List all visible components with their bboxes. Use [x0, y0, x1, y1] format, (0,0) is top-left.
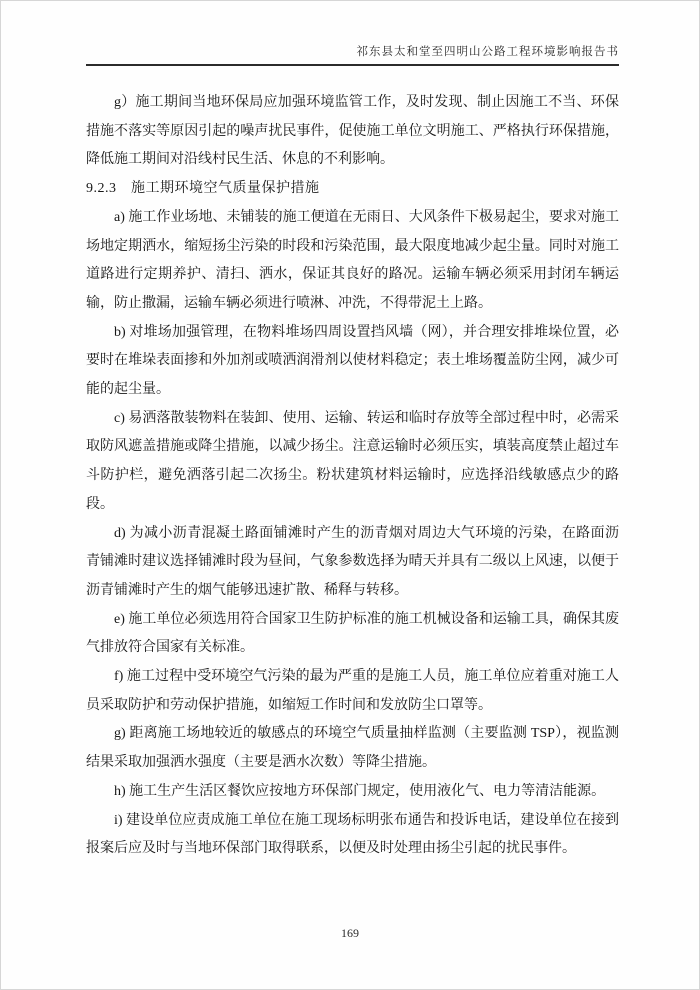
page-header-title: 祁东县太和堂至四明山公路工程环境影响报告书 [86, 43, 619, 66]
body-paragraph: h) 施工生产生活区餐饮应按地方环保部门规定，使用液化气、电力等清洁能源。 [114, 783, 606, 799]
body-paragraph: g）施工期间当地环保局应加强环境监管工作，及时发现、制止因施工不当、环保措施不落实等原因引起的噪声扰民事件，促使施工单位文明施工、严格执行环保措施，降低施工期间对沿线村民生活、休息的不利影响。 [86, 95, 619, 168]
body-paragraph: g) 距离施工场地较近的敏感点的环境空气质量抽样监测（主要监测 TSP），视监测结果采取加强洒水强度（主要是洒水次数）等降尘措施。 [86, 726, 619, 771]
page-number: 169 [341, 926, 359, 940]
body-paragraph: b) 对堆场加强管理，在物料堆场四周设置挡风墙（网），并合理安排堆垛位置，必要时在堆垛表面掺和外加剂或喷洒润滑剂以使材料稳定；表土堆场覆盖防尘网，减少可能的起尘量。 [86, 324, 619, 398]
body-paragraph: c) 易洒落散装物料在装卸、使用、运输、转运和临时存放等全部过程中时，必需采取防风遮盖措施或降尘措施，以减少扬尘。注意运输时必须压实，填装高度禁止超过车斗防护栏，避免洒落引起二次扬尘。粉状建筑材料运输时，应选择沿线敏感点少的路段。 [86, 410, 619, 512]
body-paragraph: a) 施工作业场地、未铺装的施工便道在无雨日、大风条件下极易起尘，要求对施工场地定期洒水，缩短扬尘污染的时段和污染范围，最大限度地减少起尘量。同时对施工道路进行定期养护、清扫、洒水，保证其良好的路况。运输车辆必须采用封闭车辆运输，防止撒漏，运输车辆必须进行喷淋、冲洗，不得带泥土上路。 [86, 209, 619, 311]
body-paragraph: e) 施工单位必须选用符合国家卫生防护标准的施工机械设备和运输工具，确保其废气排放符合国家有关标准。 [86, 611, 619, 656]
body-paragraph: i) 建设单位应责成施工单位在施工现场标明张布通告和投诉电话，建设单位在接到报案后应及时与当地环保部门取得联系，以便及时处理由扬尘引起的扰民事件。 [86, 812, 619, 857]
body-paragraph: f) 施工过程中受环境空气污染的最为严重的是施工人员，施工单位应着重对施工人员采取防护和劳动保护措施，如缩短工作时间和发放防尘口罩等。 [86, 669, 619, 713]
section-heading: 9.2.3 施工期环境空气质量保护措施 [86, 181, 320, 197]
body-paragraph: d) 为减小沥青混凝土路面铺滩时产生的沥青烟对周边大气环境的污染，在路面沥青铺滩时建议选择铺滩时段为昼间，气象参数选择为晴天并具有二级以上风速，以便于沥青铺滩时产生的烟气能够迅速扩散、稀释与转移。 [86, 525, 619, 598]
document-body [86, 89, 619, 864]
